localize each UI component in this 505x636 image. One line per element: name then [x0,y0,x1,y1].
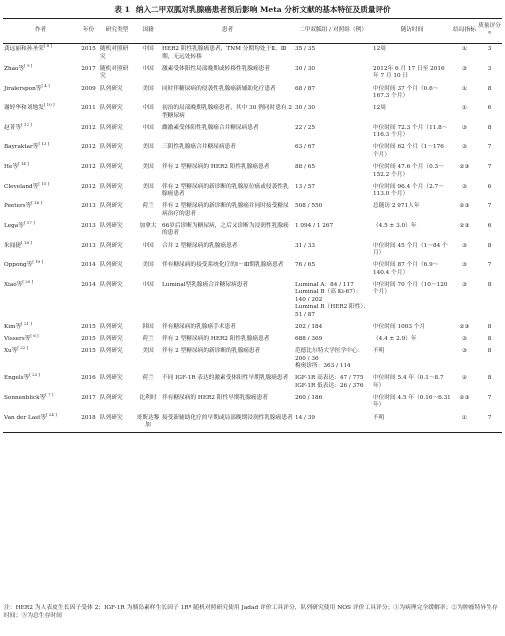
table-footnote: 注：HER2 为人表皮生长因子受体 2；IGF-1R 为胰岛素样生长因子 1Rª 随机对照研究使用 Jadad 评价工具评分，队列研究使用 NOS 评价工具评分；①为病理完全缓解率；②为肿瘤特异生存时间；③为总生存时间 [4,605,498,620]
cell-groups: 14 / 39 [294,412,372,432]
cell-followup: 中位时间 70 个月（10～120 个月） [373,281,448,296]
author-name: 龚远丽和孙圣荣 [4,46,44,53]
cell-patients: 伴有 2 型糖尿病的新诊断的乳腺癌患者 [162,348,261,355]
cell-outcome: ②③ [459,203,470,210]
cell-patients: 同时伴糖尿病的侵袭性乳腺癌新辅助化疗患者 [162,85,276,92]
cell-patients: 初治的局部晚期乳腺癌患者，其中 30 例同时患有 2 型糖尿病 [162,105,293,119]
cell-groups: 31 / 33 [295,242,316,249]
cell-quality: 3 [487,46,492,53]
cell-author [3,44,78,64]
study-characteristics-table [3,18,502,433]
cell-quality: 7 [477,412,502,432]
reference-number: [ 21 ] [21,320,32,326]
header-country: 国籍 [135,19,161,44]
cell-country: 美国 [142,262,154,269]
cell-author [3,240,78,260]
cell-author [3,103,78,123]
cell-patients: 激素受体阳性局部晚期或转移性乳腺癌患者 [162,65,271,72]
cell-year: 2016 [81,375,96,382]
cell-country: 美国 [142,183,154,190]
cell-groups: 30 / 30 [295,105,316,112]
cell-followup: 中位时间 87 个月（6.9～140.4 个月） [373,262,439,276]
cell-outcome: ② [461,375,468,382]
reference-number: [ 4 ] [41,82,50,88]
cell-patients: HER2 阴性乳腺癌患者，TNM 分期均处于Ⅱ、Ⅲ期，无远处转移 [162,46,287,60]
header-quality: 质量评分 ª [477,19,502,44]
reference-number: [ 23 ] [29,372,41,378]
reference-number: [ 19 ] [32,259,44,265]
cell-quality: 3 [487,65,492,72]
cell-quality: 7 [487,203,492,210]
cell-outcome: ① [461,46,468,53]
table-row [3,346,502,373]
table-row [3,373,502,393]
cell-year: 2015 [81,336,96,343]
cell-outcome: ③ [461,183,468,190]
table-title: 纳入二甲双胍对乳腺癌患者预后影响 Meta 分析文献的基本特征及质量评价 [135,5,391,14]
cell-design: 队列研究 [100,105,123,112]
author-name: Peeters等 [4,203,32,210]
table-row [3,64,502,84]
table-row [3,201,502,221]
cell-year: 2013 [81,242,96,249]
author-name: Kim等 [4,323,22,330]
cell-year: 2012 [81,164,96,171]
cell-year: 2014 [81,262,96,269]
header-metformin-control: 二甲双胍组 / 对照组（例） [294,19,372,44]
cell-groups: 88 / 65 [295,164,316,171]
cell-design: 随机对照研究 [100,65,129,80]
cell-author [3,260,78,280]
cell-patients: 不同 IGF-1R 表达的激素受体阳性早期乳腺癌患者 [162,375,289,382]
cell-year: 2015 [81,348,96,355]
cell-groups: 35 / 35 [295,46,316,53]
cell-followup: 12周 [373,46,386,53]
cell-year: 2014 [81,281,96,288]
table-row [3,103,502,123]
cell-followup: 中位时间 1003 个月 [373,323,426,330]
author-name: 朱闻捷 [4,242,22,249]
cell-year: 2013 [81,222,96,229]
cell-outcome: ②③ [459,323,470,330]
cell-groups: 508 / 550 [295,203,323,210]
cell-year: 2015 [81,46,96,53]
table-row [3,393,502,413]
header-patients: 患者 [161,19,294,44]
cell-groups: 202 / 184 [295,323,323,330]
author-name: Jiralerspon等 [4,85,42,92]
cell-author [3,393,78,413]
cell-author [3,162,78,182]
cell-groups: 22 / 25 [295,124,316,131]
header-year: 年份 [78,19,99,44]
cell-followup: 中位时间 96.4 个月（2.7～113.0 个月） [373,183,444,198]
cell-country: 中国 [142,65,154,72]
table-row [3,123,502,143]
cell-quality: 7 [487,164,492,171]
author-name: 赵菁等 [4,124,22,131]
cell-quality: 8 [487,281,492,288]
cell-author [3,123,78,143]
cell-year: 2018 [78,412,99,432]
cell-design: 队列研究 [100,203,123,210]
cell-groups: 260 / 186 [295,394,323,401]
cell-country: 中国 [142,124,154,131]
cell-country: 荷兰 [142,375,154,382]
author-name: Oppong等 [4,262,33,269]
cell-groups: 68 / 87 [295,85,316,92]
reference-number: [ 24 ] [46,411,57,417]
cell-country: 比利时 [139,394,157,401]
reference-number: [ 9 ] [24,62,33,68]
cell-author [3,83,78,103]
reference-number: [ 16 ] [31,200,43,206]
table-number: 表 1 [114,5,130,14]
cell-year: 2012 [81,183,96,190]
table-row [3,240,502,260]
table-row [3,334,502,346]
cell-patients: 三阴性乳腺癌合并糖尿病患者 [162,144,236,151]
cell-author [3,280,78,322]
header-design: 研究类型 [99,19,135,44]
cell-followup: 不明 [373,348,385,355]
cell-author [3,322,78,334]
cell-country: 哥斯达黎加 [135,412,161,432]
cell-quality: 7 [487,262,492,269]
cell-groups: 76 / 65 [295,262,316,269]
cell-year: 2009 [81,85,96,92]
cell-groups: 13 / 57 [295,183,316,190]
cell-outcome: ②③ [459,222,470,229]
cell-patients: 雌激素受体阳性乳腺癌合并糖尿病患者 [162,124,259,131]
cell-groups: IGF-1R 高表达：47 / 775 IGF-1R 低表达：26 / 376 [295,375,364,389]
cell-design: 队列研究 [100,164,123,171]
cell-design: 队列研究 [100,124,123,131]
reference-number: [ 18 ] [21,239,32,245]
author-name: Zhao等 [4,65,25,72]
cell-year: 2012 [81,144,96,151]
cell-outcome: ③ [461,336,468,343]
reference-number: [ 17 ] [23,219,35,225]
cell-year: 2013 [81,203,96,210]
cell-design: 队列研究 [100,144,123,151]
cell-author [3,221,78,241]
table-row [3,412,502,432]
author-name: Bayraktar等 [4,144,39,151]
reference-number: [ 6 ] [30,333,39,339]
cell-followup: 总随访 2 971人年 [373,203,420,210]
cell-quality: 6 [487,183,492,190]
reference-number: [ 10 ] [43,102,55,108]
cell-patients: 合并 2 型糖尿病的乳腺癌患者 [162,242,238,249]
author-name: Xu等 [4,348,18,355]
cell-author [3,181,78,201]
cell-patients: 66岁后诊断为糖尿病，之后又诊断为浸润性乳腺癌的患者 [162,222,289,237]
cell-followup: 中位时间 4.5 年（0.16～6.31 年） [373,394,451,409]
table-row [3,181,502,201]
cell-followup: 2012年 6 月 17 日至 2016 年 7 月 10 日 [373,65,445,80]
reference-number: [ 20 ] [22,278,34,284]
cell-outcome: ②③ [459,164,470,171]
cell-followup: 12周 [373,105,386,112]
author-name: Van der Last等 [4,414,47,421]
cell-patients: 伴有糖尿病的乳腺癌手术患者 [162,323,236,330]
cell-quality: 8 [487,323,492,330]
table-row [3,83,502,103]
author-name: Xiao等 [4,281,23,288]
cell-outcome: ① [461,85,468,92]
cell-design: 队列研究 [100,242,123,249]
cell-quality: 7 [487,144,492,151]
cell-country: 荷兰 [142,203,154,210]
cell-groups: 范德比尔特大学医学中心：200 / 36 梅奥诊所：363 / 114 [295,348,364,370]
cell-groups: 1 094 / 1 267 [295,222,334,229]
reference-number: [ 15 ] [38,180,50,186]
cell-patients: Luminal型乳腺癌合并糖尿病患者 [162,281,249,288]
cell-quality: 6 [487,222,492,229]
cell-groups: 688 / 369 [295,336,323,343]
cell-design: 队列研究 [100,375,123,382]
author-name: 谢婷华和刘地发 [4,105,44,112]
cell-design: 队列研究 [99,412,135,432]
cell-patients: 伴有糖尿病的接受系统化疗的Ⅰ－Ⅲ期乳腺癌患者 [162,262,284,269]
cell-year: 2011 [81,105,96,112]
cell-followup: （4.4 ± 2.9）年 [373,336,417,343]
cell-quality: 6 [487,105,492,112]
cell-year: 2015 [81,323,96,330]
cell-groups: Luminal A：84 / 117 Luminal B（高 Ki-67）：140 / 202 Luminal B（HER2 阳性）：51 / 87 [295,281,369,318]
cell-country: 韩国 [142,323,154,330]
cell-outcome: ③ [461,262,468,269]
reference-number: [ 8 ] [43,43,53,49]
cell-groups: 63 / 67 [295,144,316,151]
header-followup: 随访时间 [372,19,452,44]
cell-country: 荷兰 [142,336,154,343]
cell-design: 随机对照研究 [100,46,129,60]
cell-patients: 伴有糖尿病的 HER2 阳性早期乳腺癌患者 [162,394,268,401]
cell-design: 队列研究 [100,281,123,288]
cell-groups: 30 / 30 [295,65,316,72]
author-name: Engels等 [4,375,30,382]
cell-followup: 中位时间 72.3 个月（11.8～116.3 个月） [373,124,448,139]
cell-author [3,201,78,221]
cell-design: 队列研究 [100,262,123,269]
cell-author [3,142,78,162]
cell-outcome: ③ [461,144,468,151]
reference-number: [ 14 ] [18,161,29,167]
cell-year: 2017 [81,394,96,401]
cell-outcome: ③ [461,65,468,72]
table-row [3,322,502,334]
reference-number: [ 13 ] [38,141,50,147]
cell-quality: 8 [487,242,492,249]
cell-followup: 中位时间 47.6 个月（0.3～152.2 个月） [373,164,444,178]
author-name: Lega等 [4,222,24,229]
cell-quality: 8 [487,85,492,92]
cell-followup: 中位时间 5.4 年（0.1～8.7 年） [373,375,444,389]
cell-followup: （4.5 ± 3.0）年 [373,222,417,229]
cell-outcome: ②③ [459,394,470,401]
author-name: Cleveland等 [4,183,39,190]
cell-followup: 不明 [372,412,452,432]
cell-author [3,334,78,346]
cell-country: 中国 [142,105,154,112]
reference-number: [ 22 ] [17,345,29,351]
cell-quality: 8 [487,375,492,382]
table-row [3,221,502,241]
cell-outcome: ③ [461,348,468,355]
cell-year: 2012 [81,124,96,131]
cell-author [3,412,78,432]
cell-country: 加拿大 [139,222,157,229]
cell-country: 美国 [142,85,154,92]
cell-year: 2017 [81,65,96,72]
cell-country: 中国 [142,46,154,53]
cell-author [3,346,78,373]
cell-outcome: ① [452,412,477,432]
cell-outcome: ③ [461,281,468,288]
cell-patients: 伴有 2 型糖尿病的 HER2 阳性乳腺癌患者 [162,164,270,171]
cell-design: 队列研究 [100,348,123,355]
cell-design: 队列研究 [100,336,123,343]
cell-author [3,64,78,84]
cell-patients: 伴有 2 型糖尿病的 HER2 阳性乳腺癌患者 [162,336,270,343]
reference-number: [ 7 ] [45,391,54,397]
cell-followup: 中位时间 62 个月（1～176 个月） [373,144,444,158]
cell-outcome: ③ [461,242,468,249]
table-row [3,44,502,64]
table-row [3,260,502,280]
header-outcome: 结局指标 [452,19,477,44]
cell-country: 美国 [142,164,154,171]
author-name: Vissers等 [4,336,31,343]
cell-followup: 中位时间 37 个月（0.6～167.3 个月） [373,85,439,100]
table-row [3,280,502,322]
table-caption [0,4,505,15]
cell-design: 队列研究 [100,222,123,229]
cell-outcome: ③ [461,124,468,131]
cell-patients: 伴有 2 型糖尿病的新诊断的乳腺原位癌或侵袭性乳腺癌患者 [162,183,289,198]
cell-quality: 7 [487,394,492,401]
cell-design: 队列研究 [100,183,123,190]
cell-quality: 8 [487,348,492,355]
header-row [3,19,502,44]
cell-design: 队列研究 [100,394,123,401]
reference-number: [ 12 ] [21,121,32,127]
cell-quality: 8 [487,124,492,131]
cell-author [3,373,78,393]
header-author: 作者 [3,19,78,44]
cell-patients: 接受新辅助化疗的早期或局部晚期浸润性乳腺癌患者 [161,412,294,432]
table-row [3,142,502,162]
cell-patients: 伴有 2 型糖尿病的新诊断的乳腺癌并同时接受糖尿病治疗的患者 [162,203,289,217]
author-name: He等 [4,164,19,171]
cell-country: 中国 [142,281,154,288]
cell-design: 队列研究 [100,85,123,92]
cell-country: 中国 [142,242,154,249]
table-row [3,162,502,182]
cell-followup: 中位时间 45 个月（1～84 个月） [373,242,448,257]
cell-design: 队列研究 [100,323,123,330]
cell-country: 美国 [142,348,154,355]
cell-quality: 8 [487,336,492,343]
cell-country: 美国 [142,144,154,151]
author-name: Sonnenblick等 [4,394,46,401]
cell-outcome: ① [461,105,468,112]
